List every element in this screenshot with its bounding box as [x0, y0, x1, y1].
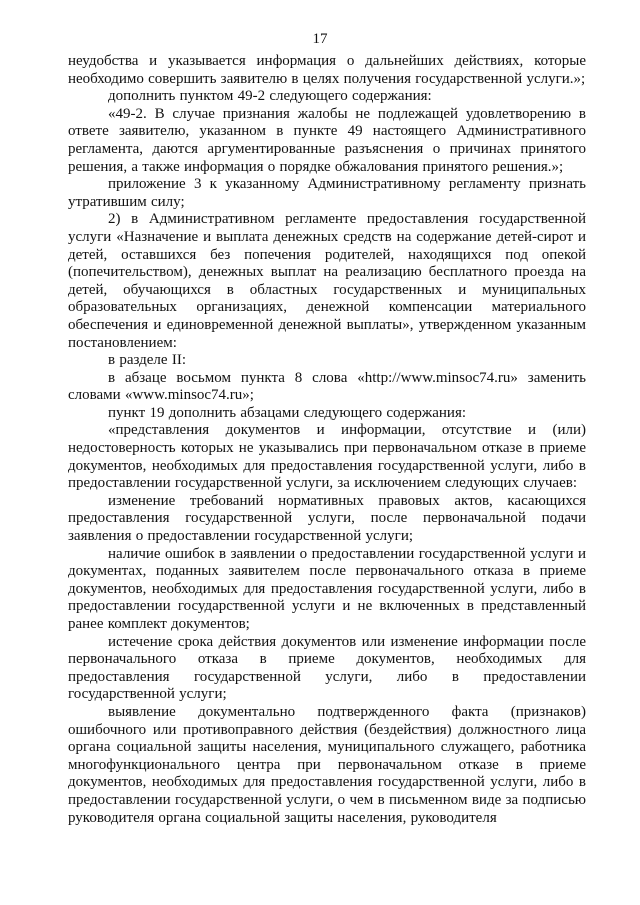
paragraph-errors: наличие ошибок в заявлении о предоставлении государственной услуги и документах, поданных заявителем после первоначального отказа в приеме документов, необходимых для предоставления государственной услуги, либо в предоставлении государственной услуги и не включенных в представленный ранее комплект документов; [68, 545, 586, 632]
paragraph-requirements-change: изменение требований нормативных правовых актов, касающихся предоставления государственной услуги, после первоначальной подачи заявления о предоставлении государственной услуги; [68, 492, 586, 545]
paragraph-point-19: пункт 19 дополнить абзацами следующего содержания: [108, 404, 467, 421]
paragraph-continuation: неудобства и указывается информация о дальнейших действиях, которые необходимо совершить заявителю в целях получения государственной услуги.»; [68, 53, 586, 87]
paragraph-appendix-3: приложение 3 к указанному Административному регламенту признать утратившим силу; [68, 176, 586, 210]
paragraph-item-49-2-text: «49-2. В случае признания жалобы не подлежащей удовлетворению в ответе заявителю, указанном в пункте 49 настоящего Административного регламента, даются аргументированные разъяснения о причинах принятого решения, а также информация о порядке обжалования принятого решения.»; [68, 105, 586, 175]
paragraph-violation: выявление документально подтвержденного факта (признаков) ошибочного или противоправного действия (бездействия) должностного лица органа социальной защиты населения, муниципального служащего, работника многофункционального центра при первоначальном отказе в приеме документов, необходимых для предоставления государственной услуги, либо в предоставлении государственной услуги, о чем в письменном виде за подписью руководителя органа социальной защиты населения, руководителя [68, 703, 586, 826]
document-body [68, 53, 586, 827]
paragraph-regulation-2: 2) в Административном регламенте предоставления государственной услуги «Назначение и выплата денежных средств на содержание детей-сирот и детей, оставшихся без попечения родителей, находящихся под опекой (попечительством), денежных выплат на реализацию бесплатного проезда на детей, обучающихся в областных государственных и муниципальных образовательных организациях, денежной компенсации материального обеспечения и единовременной денежной выплаты», утвержденном указанным постановлением: [68, 211, 586, 351]
paragraph-section-2: в разделе II: [108, 352, 186, 369]
paragraph-expiry: истечение срока действия документов или изменение информации после первоначального отказа в приеме документов, необходимых для предоставления государственной услуги, либо в предоставлении государственной услуги; [68, 633, 586, 703]
paragraph-point-8: в абзаце восьмом пункта 8 слова «http://www.minsoc74.ru» заменить словами «www.minsoc74.ru»; [68, 369, 586, 404]
page-number: 17 [312, 31, 328, 47]
paragraph-documents-info: «представления документов и информации, отсутствие и (или) недостоверность которых не указывались при первоначальном отказе в приеме документов, необходимых для предоставления государственной услуги, либо в предоставлении государственной услуги, за исключением следующих случаев: [68, 422, 586, 492]
paragraph-amendment-49-2: дополнить пунктом 49-2 следующего содержания: [108, 88, 432, 105]
